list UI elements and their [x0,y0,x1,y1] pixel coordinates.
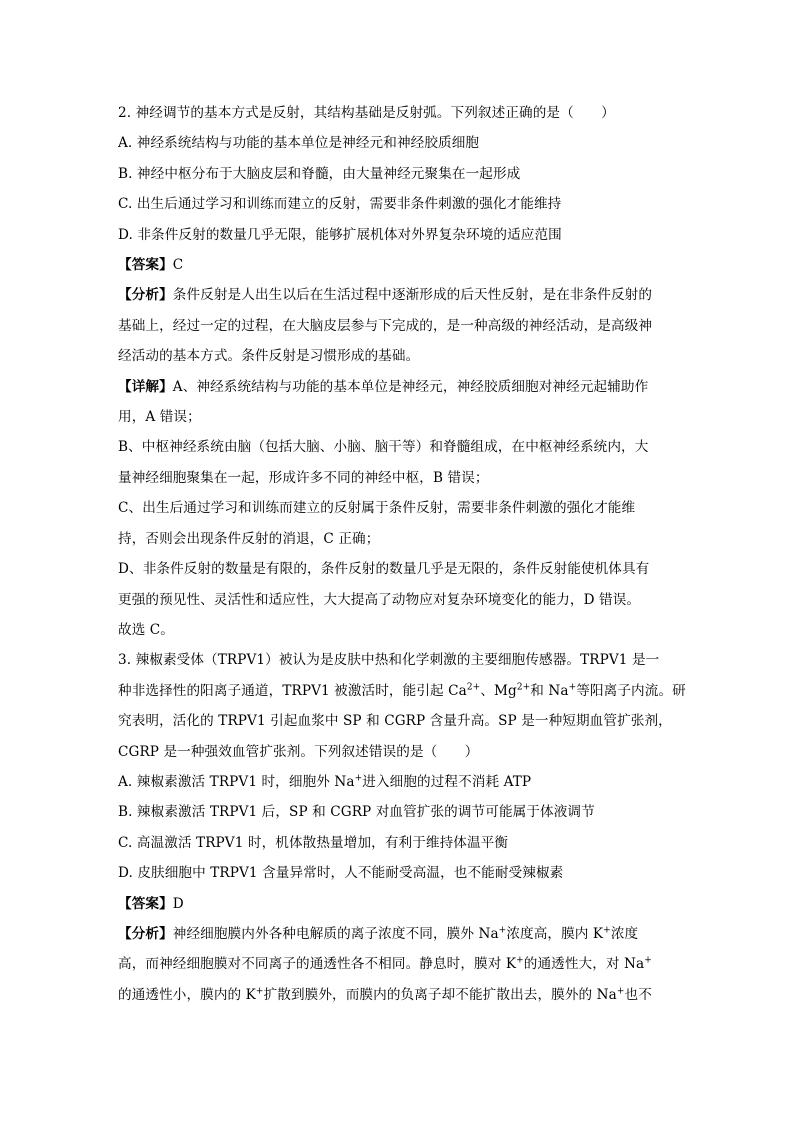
q2-analysis-line: 经活动的基本方式。条件反射是习惯形成的基础。 [118,348,420,365]
answer-tag: 【答案】 [118,257,173,274]
q3-option-d: D. 皮肤细胞中 TRPV1 含量异常时，人不能耐受高温，也不能耐受辣椒素 [118,865,564,882]
analysis-tag: 【分析】 [118,287,173,304]
analysis-tag: 【分析】 [118,925,173,942]
q3-analysis-line: 【分析】神经细胞膜内外各种电解质的离子浓度不同，膜外 Na+浓度高，膜内 K+浓度 [118,925,639,942]
q3-option-c: C. 高温激活 TRPV1 时，机体散热量增加，有利于维持体温平衡 [118,834,509,851]
q3-analysis-line: 的通透性小，膜内的 K+扩散到膜外，而膜内的负离子却不能扩散出去，膜外的 Na+也不 [118,986,652,1003]
q2-detail-line: 【详解】A、神经系统结构与功能的基本单位是神经元，神经胶质细胞对神经元起辅助作 [118,378,649,395]
q3-stem-line: 究表明，活化的 TRPV1 引起血浆中 SP 和 CGRP 含量升高。SP 是一种短期血管扩张剂， [118,713,672,730]
answer-tag: 【答案】 [118,895,173,912]
q2-stem: 2. 神经调节的基本方式是反射，其结构基础是反射弧。下列叙述正确的是（ ） [118,105,615,121]
q2-detail-line: 故选 C。 [118,621,175,638]
q3-option-a: A. 辣椒素激活 TRPV1 时，细胞外 Na+进入细胞的过程不消耗 ATP [118,773,532,790]
q2-detail-line: 用，A 错误； [118,409,201,426]
q3-stem-line: 种非选择性的阳离子通道，TRPV1 被激活时，能引起 $Ca^{2+}$、$Mg^{2+}$和 Na+等阳离子内流。研 [118,682,686,699]
q2-option-a: A. 神经系统结构与功能的基本单位是神经元和神经胶质细胞 [118,135,480,152]
q2-analysis-line: 【分析】条件反射是人出生以后在生活过程中逐渐形成的后天性反射，是在非条件反射的 [118,287,653,304]
q2-detail-line: B、中枢神经系统由脑（包括大脑、小脑、脑干等）和脊髓组成，在中枢神经系统内，大 [118,439,649,456]
q2-detail-line: 更强的预见性、灵活性和适应性，大大提高了动物应对复杂环境变化的能力，D 错误。 [118,591,641,608]
q2-answer [118,250,678,280]
detail-tag: 【详解】 [118,378,173,395]
answer-value: D [172,895,184,912]
q3-analysis-line: 高，而神经细胞膜对不同离子的通透性各不相同。静息时，膜对 K+的通透性大，对 Na+ [118,955,652,973]
answer-value: C [172,257,184,274]
q3-answer [118,889,678,919]
document-body [118,98,686,1010]
q2-detail-line: 量神经细胞聚集在一起，形成许多不同的神经中枢，B 错误； [118,469,489,486]
q3-stem-line: 3. 辣椒素受体（TRPV1）被认为是皮肤中热和化学刺激的主要细胞传感器。TRPV1 是一 [118,652,660,669]
q2-option-b: B. 神经中枢分布于大脑皮层和脊髓，由大量神经元聚集在一起形成 [118,165,521,182]
q3-stem-line: CGRP 是一种强效血管扩张剂。下列叙述错误的是（ ） [118,743,479,760]
q2-option-c: C. 出生后通过学习和训练而建立的反射，需要非条件刺激的强化才能维持 [118,196,562,213]
q2-detail-line: D、非条件反射的数量是有限的，条件反射的数量几乎是无限的，条件反射能使机体具有 [118,561,650,578]
q2-analysis-line: 基础上，经过一定的过程，在大脑皮层参与下完成的，是一种高级的神经活动，是高级神 [118,317,653,334]
q2-option-d: D. 非条件反射的数量几乎无限，能够扩展机体对外界复杂环境的适应范围 [118,226,562,243]
q2-detail-line: 持，否则会出现条件反射的消退，C 正确； [118,530,380,547]
q3-option-b: B. 辣椒素激活 TRPV1 后，SP 和 CGRP 对血管扩张的调节可能属于体液调节 [118,804,595,821]
q2-detail-line: C、出生后通过学习和训练而建立的反射属于条件反射，需要非条件刺激的强化才能维 [118,500,636,517]
